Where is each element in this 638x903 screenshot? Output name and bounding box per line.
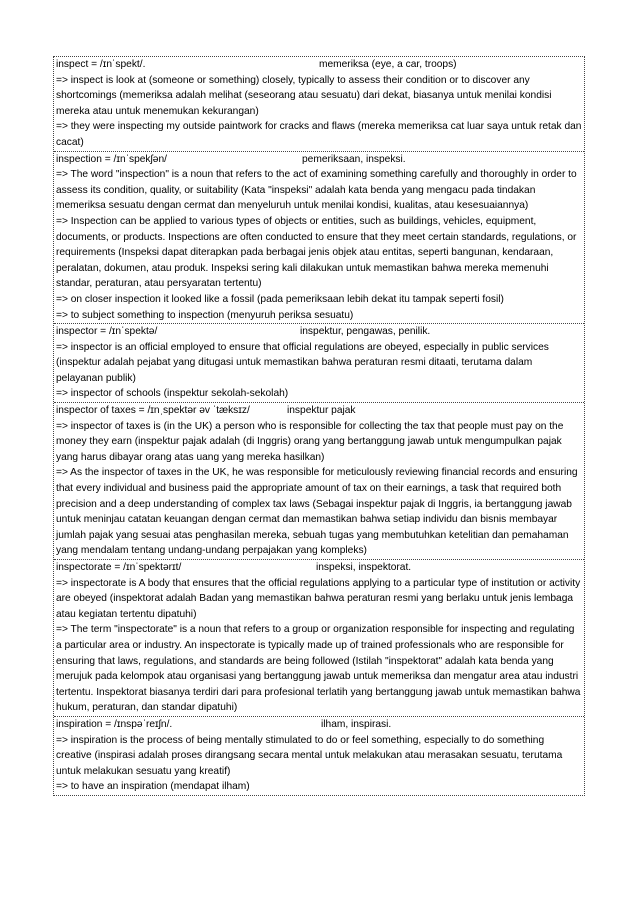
entry-head — [56, 324, 582, 340]
entry-head — [56, 152, 582, 168]
entry-inspector-of-taxes — [54, 402, 584, 559]
example-line: => on closer inspection it looked like a fossil (pada pemeriksaan lebih dekat itu tampak seperti fosil) — [56, 293, 504, 305]
example-line: => to have an inspiration (mendapat ilham) — [56, 781, 250, 793]
definition-line: => inspector is an official employed to ensure that official regulations are obeyed, especially in public services (inspektur adalah pejabat yang ditugasi untuk memastikan bahwa peraturan resmi ditaati, terutama dalam pelayanan publik) — [56, 341, 549, 384]
definition-line: => The term "inspectorate" is a noun that refers to a group or organization responsible for inspecting and regulating a particular area or industry. An inspectorate is typically made up of trained professionals who are responsible for ensuring that laws, regulations, and standards are being followed (Istilah "inspektorat" adalah kata benda yang merujuk pada kelompok atau organisasi yang bertanggung jawab untuk memeriksa dan mengatur area atau industri tertentu. Inspektorat biasanya terdiri dari para profesional terlatih yang bertanggung jawab untuk memastikan bahwa hukum, peraturan, dan standar dipatuhi) — [56, 624, 581, 714]
headword: inspection = /ɪnˈspekʃən/ — [56, 153, 167, 165]
entry-head — [56, 403, 582, 419]
dictionary-document — [53, 56, 585, 796]
definition-line: => Inspection can be applied to various types of objects or entities, such as buildings, vehicles, equipment, documents, or products. Inspections are often conducted to ensure that they meet certain standards, regulations, or requirements (Inspeksi dapat diterapkan pada berbagai jenis objek atau entitas, seperti bangunan, kendaraan, peralatan, dokumen, atau produk. Inspeksi sering kali dilakukan untuk memastikan bahwa mereka memenuhi standar, peraturan, atau persyaratan tertentu) — [56, 215, 577, 290]
example-line: => inspector of schools (inspektur sekolah-sekolah) — [56, 388, 289, 400]
meaning: ilham, inspirasi. — [321, 718, 392, 730]
headword: inspector of taxes = /ɪnˌspektər əv ˈtæksɪz/ — [56, 405, 250, 417]
entry-inspectorate — [54, 559, 584, 716]
headword: inspectorate = /ɪnˈspektərɪt/ — [56, 562, 182, 573]
meaning: memeriksa (eye, a car, troops) — [319, 59, 457, 70]
headword: inspect = /ɪnˈspekt/. — [56, 59, 146, 70]
definition-line: => inspector of taxes is (in the UK) a person who is responsible for collecting the tax that people must pay on the money they earn (inspektur pajak adalah (di Inggris) orang yang bertanggung jawab untuk mengumpulkan pajak yang harus dibayar orang atas uang yang mereka hasilkan) — [56, 420, 564, 463]
entry-inspect — [54, 57, 584, 151]
entry-head — [56, 560, 582, 576]
definition-line: => The word "inspection" is a noun that refers to the act of examining something carefully and thoroughly in order to assess its condition, quality, or suitability (Kata "inspeksi" adalah kata benda yang mengacu pada tindakan memeriksa sesuatu dengan cermat dan menyeluruh untuk menilai kondisi, kualitas, atau kesesuaiannya) — [56, 169, 577, 212]
meaning: inspeksi, inspektorat. — [316, 562, 412, 573]
meaning: inspektur, pengawas, penilik. — [300, 326, 431, 338]
example-line: => As the inspector of taxes in the UK, he was responsible for meticulously reviewing financial records and ensuring that every individual and business paid the appropriate amount of tax on their earnings, a task that required both precision and a deep understanding of complex tax laws (Sebagai inspektur pajak di Inggris, ia bertanggung jawab untuk meninjau catatan keuangan dengan cermat dan memastikan bahwa setiap individu dan bisnis membayar jumlah pajak yang sesuai atas penghasilan mereka, sebuah tugas yang membutuhkan ketelitian dan pemahaman yang mendalam tentang undang-undang perpajakan yang kompleks) — [56, 467, 578, 557]
definition-line: => inspectorate is A body that ensures that the official regulations applying to a particular type of institution or activity are obeyed (inspektorat adalah Badan yang memastikan bahwa peraturan resmi yang berlaku untuk jenis lembaga atau kegiatan tertentu dipatuhi) — [56, 577, 581, 620]
entry-head — [56, 717, 582, 733]
example-line: => they were inspecting my outside paintwork for cracks and flaws (mereka memeriksa cat luar saya untuk retak dan cacat) — [56, 121, 582, 148]
entry-inspiration — [54, 716, 584, 795]
headword: inspiration = /ɪnspəˈreɪʃn/. — [56, 718, 173, 730]
headword: inspector = /ɪnˈspektə/ — [56, 326, 158, 338]
definition-line: => inspect is look at (someone or something) closely, typically to assess their condition or to discover any shortcomings (memeriksa adalah melihat (seseorang atau sesuatu) dari dekat, biasanya untuk menilai kondisi mereka atau untuk menemukan kekurangan) — [56, 74, 552, 117]
example-line: => to subject something to inspection (menyuruh periksa sesuatu) — [56, 309, 354, 321]
entry-head — [56, 57, 582, 73]
entry-inspection — [54, 151, 584, 324]
meaning: inspektur pajak — [287, 405, 356, 417]
entry-inspector — [54, 323, 584, 402]
meaning: pemeriksaan, inspeksi. — [302, 153, 406, 165]
definition-line: => inspiration is the process of being mentally stimulated to do or feel something, especially to do something creative (inspirasi adalah proses dirangsang secara mental untuk melakukan atau merasakan sesuatu, terutama untuk melakukan sesuatu yang kreatif) — [56, 734, 563, 777]
